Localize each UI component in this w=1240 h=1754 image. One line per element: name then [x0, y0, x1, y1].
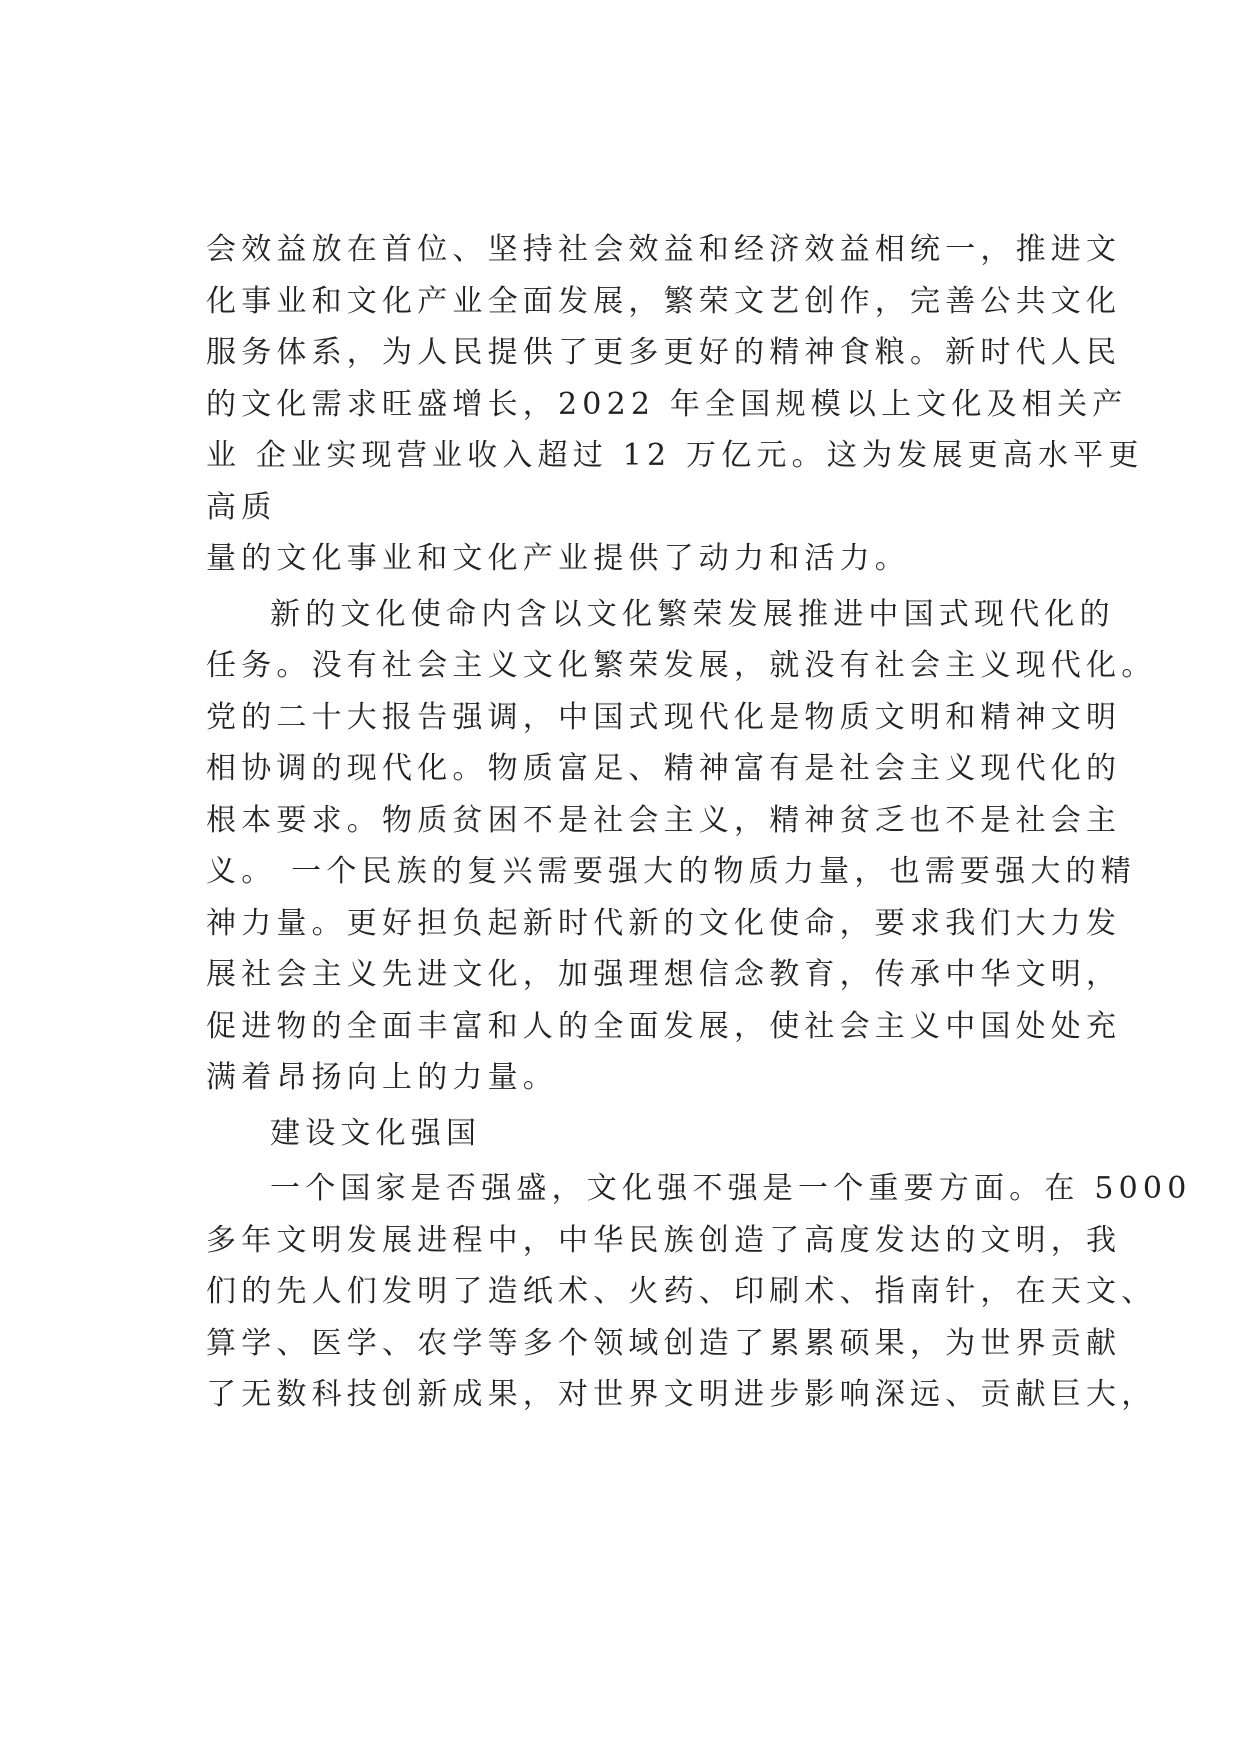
text-line: 神力量。更好担负起新时代新的文化使命，要求我们大力发	[206, 905, 1122, 941]
text-line: 算学、医学、农学等多个领域创造了累累硕果，为世界贡献	[206, 1325, 1122, 1361]
text-line: 新的文化使命内含以文化繁荣发展推进中国式现代化的	[270, 596, 1115, 632]
text-line: 多年文明发展进程中，中华民族创造了高度发达的文明，我	[206, 1222, 1122, 1258]
text-line: 党的二十大报告强调，中国式现代化是物质文明和精神文明	[206, 699, 1122, 735]
text-line: 业 企业实现营业收入超过 12 万亿元。这为发展更高水平更	[206, 438, 1144, 473]
paragraph-1	[206, 224, 1144, 585]
text-line: 量的文化事业和文化产业提供了动力和活力。	[206, 541, 910, 576]
text-line: 根本要求。物质贫困不是社会主义，精神贫乏也不是社会主	[206, 802, 1122, 838]
text-line: 会效益放在首位、坚持社会效益和经济效益相统一，推进文	[206, 232, 1122, 267]
text-line: 服务体系，为人民提供了更多更好的精神食粮。新时代人民	[206, 335, 1122, 370]
text-line: 了无数科技创新成果，对世界文明进步影响深远、贡献巨大，	[206, 1377, 1157, 1412]
text-line: 义。 一个民族的复兴需要强大的物质力量，也需要强大的精	[206, 854, 1136, 889]
text-line: 化事业和文化产业全面发展，繁荣文艺创作，完善公共文化	[206, 283, 1122, 319]
text-line: 满着昂扬向上的力量。	[206, 1060, 558, 1095]
paragraph-2	[206, 589, 1157, 1104]
section-heading-text: 建设文化强国	[270, 1115, 482, 1151]
text-line: 高质	[206, 489, 277, 525]
text-line: 相协调的现代化。物质富足、精神富有是社会主义现代化的	[206, 751, 1122, 786]
text-line: 们的先人们发明了造纸术、火药、印刷术、指南针，在天文、	[206, 1274, 1157, 1309]
text-line: 一个国家是否强盛，文化强不强是一个重要方面。在 5000	[270, 1171, 1192, 1206]
text-line: 促进物的全面丰富和人的全面发展，使社会主义中国处处充	[206, 1008, 1122, 1044]
text-line: 任务。没有社会主义文化繁荣发展，就没有社会主义现代化。	[206, 648, 1157, 683]
paragraph-3	[206, 1163, 1192, 1421]
text-line: 展社会主义先进文化，加强理想信念教育，传承中华文明，	[206, 957, 1122, 992]
section-heading	[206, 1108, 1076, 1160]
body-text	[206, 224, 1192, 1421]
text-line: 的文化需求旺盛增长，2022 年全国规模以上文化及相关产	[206, 386, 1128, 422]
